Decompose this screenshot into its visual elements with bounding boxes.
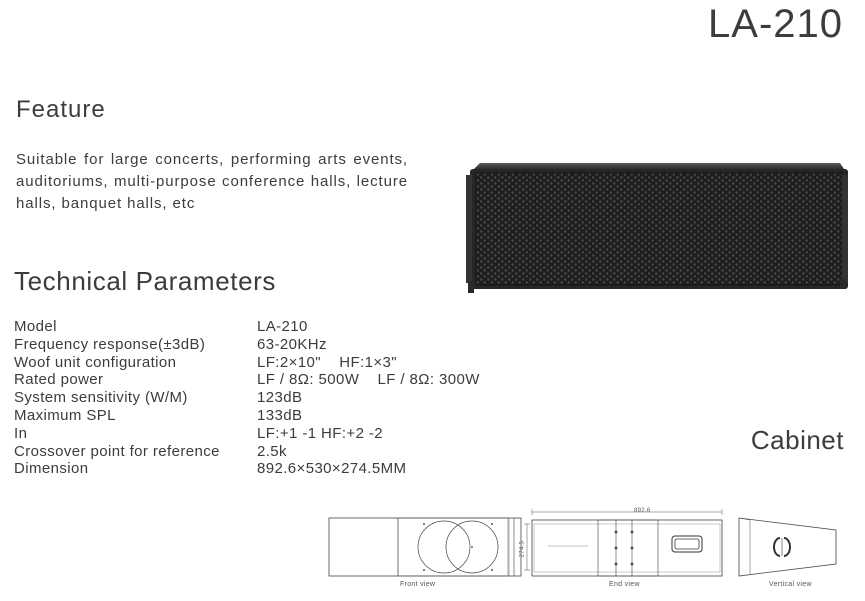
vertical-view-drawing bbox=[736, 514, 842, 578]
param-label: System sensitivity (W/M) bbox=[14, 389, 188, 407]
feature-heading: Feature bbox=[16, 96, 106, 123]
param-row bbox=[14, 389, 480, 407]
param-label: Rated power bbox=[14, 371, 104, 389]
param-label: Frequency response(±3dB) bbox=[14, 335, 206, 353]
model-title: LA-210 bbox=[708, 2, 843, 46]
param-value: LF:2×10" HF:1×3" bbox=[257, 353, 397, 371]
param-label: In bbox=[14, 424, 28, 442]
vertical-view-caption: Vertical view bbox=[769, 581, 812, 588]
param-row bbox=[14, 318, 480, 336]
param-value: 123dB bbox=[257, 389, 303, 407]
param-row bbox=[14, 460, 480, 478]
technical-heading: Technical Parameters bbox=[14, 266, 276, 296]
param-row bbox=[14, 407, 480, 425]
width-dimension: 892.6 bbox=[634, 508, 651, 514]
param-label: Maximum SPL bbox=[14, 406, 116, 424]
param-value: LF / 8Ω: 500W LF / 8Ω: 300W bbox=[257, 371, 480, 389]
param-label: Woof unit configuration bbox=[14, 353, 177, 371]
parameters-table bbox=[14, 318, 480, 478]
param-value: 63-20KHz bbox=[257, 335, 327, 353]
param-row bbox=[14, 371, 480, 389]
param-label: Model bbox=[14, 318, 57, 335]
end-view-caption: End view bbox=[609, 581, 640, 588]
feature-description: Suitable for large concerts, performing arts events, auditoriums, multi-purpose conference halls, lecture halls, banquet halls, etc bbox=[16, 151, 408, 212]
param-row bbox=[14, 336, 480, 354]
end-view-drawing bbox=[518, 506, 730, 580]
param-row bbox=[14, 354, 480, 372]
param-value: LF:+1 -1 HF:+2 -2 bbox=[257, 424, 384, 442]
param-value: 133dB bbox=[257, 406, 303, 424]
cabinet-label: Cabinet bbox=[750, 425, 844, 455]
param-label: Dimension bbox=[14, 460, 89, 478]
param-label: Crossover point for reference bbox=[14, 442, 220, 460]
front-view-caption: Front view bbox=[400, 581, 436, 588]
speaker-photo bbox=[462, 155, 850, 297]
front-view-drawing bbox=[328, 514, 524, 580]
param-value: LA-210 bbox=[257, 318, 308, 335]
param-value: 2.5k bbox=[257, 442, 287, 460]
param-row bbox=[14, 425, 480, 443]
param-value: 892.6×530×274.5MM bbox=[257, 460, 407, 478]
param-row bbox=[14, 443, 480, 461]
height-dimension: 274.5 bbox=[519, 540, 526, 558]
